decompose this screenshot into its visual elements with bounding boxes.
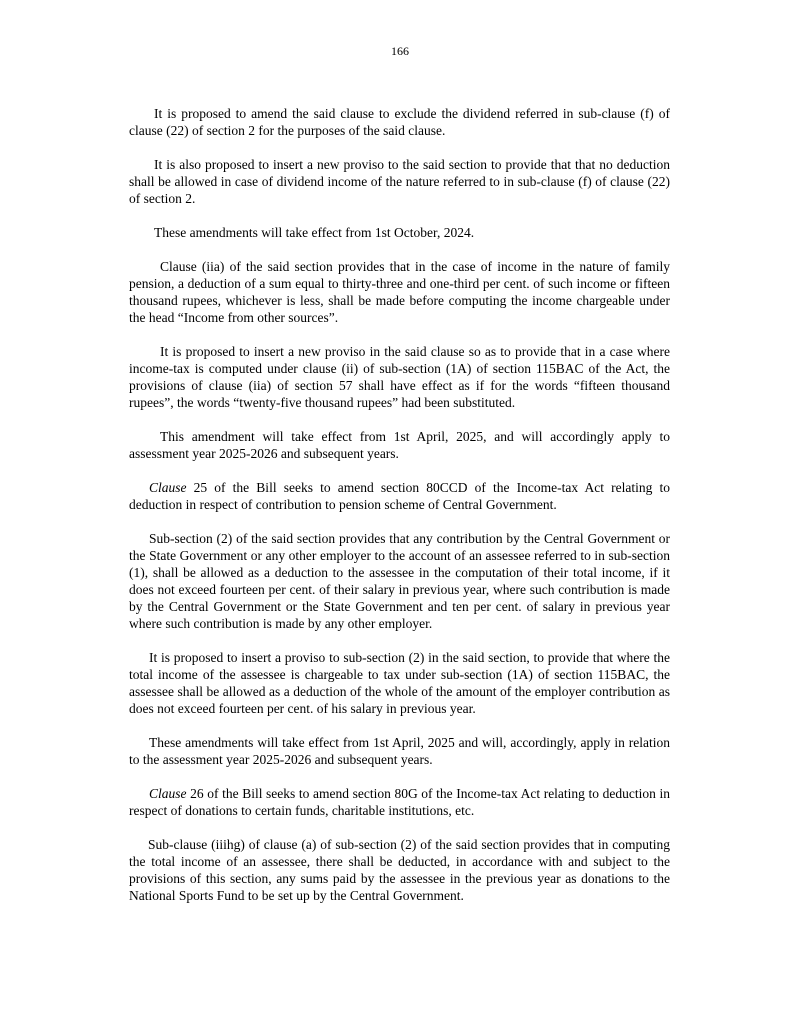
paragraph-dividend-exclusion: It is proposed to amend the said clause to exclude the dividend referred in sub-clause (f) of clause (22) of section 2 for the purposes of the said clause. bbox=[129, 106, 670, 138]
clause-26-text: 26 of the Bill seeks to amend section 80G of the Income-tax Act relating to deduction in respect of donations to certain funds, charitable institutions, etc. bbox=[129, 786, 670, 818]
clause-25-lead: Clause bbox=[149, 480, 187, 495]
paragraph-effective-assessment-year: These amendments will take effect from 1st April, 2025 and will, accordingly, apply in relation to the assessment year 2025-2026 and subsequent years. bbox=[129, 735, 670, 767]
paragraph-national-sports-fund: Sub-clause (iiihg) of clause (a) of sub-section (2) of the said section provides that in computing the total income of an assessee, there shall be deducted, in accordance with and subject to the provisions of this section, any sums paid by the assessee in the previous year as donations to the National Sports Fund to be set up by the Central Government. bbox=[129, 837, 670, 903]
paragraph-family-pension-clause: Clause (iia) of the said section provides that in the case of income in the nature of family pension, a deduction of a sum equal to thirty-three and one-third per cent. of such income or fifteen thousand rupees, whichever is less, shall be made before computing the income chargeable under the head “Income from other sources”. bbox=[129, 259, 670, 325]
paragraph-pension-contribution: Sub-section (2) of the said section provides that any contribution by the Central Government or the State Government or any other employer to the account of an assessee referred to in sub-section (1), shall be allowed as a deduction to the assessee in the computation of their total income, if it does not exceed fourteen per cent. of their salary in previous year, where such contribution is made by the Central Government or the State Government and ten per cent. of salary in previous year where such contribution is made by any other employer. bbox=[129, 531, 670, 631]
paragraph-effective-april-2025: This amendment will take effect from 1st April, 2025, and will accordingly apply to assessment year 2025-2026 and subsequent years. bbox=[129, 429, 670, 461]
paragraph-effective-october-2024: These amendments will take effect from 1st October, 2024. bbox=[154, 225, 475, 240]
clause-25-text: 25 of the Bill seeks to amend section 80CCD of the Income-tax Act relating to deduction in respect of contribution to pension scheme of Central Government. bbox=[129, 480, 670, 512]
paragraph-dividend-proviso: It is also proposed to insert a new proviso to the said section to provide that that no deduction shall be allowed in case of dividend income of the nature referred to in sub-clause (f) of clause (22) of section 2. bbox=[129, 157, 670, 206]
clause-26-lead: Clause bbox=[149, 786, 187, 801]
body-text bbox=[129, 105, 670, 921]
paragraph-clause-26 bbox=[129, 785, 670, 819]
page-number: 166 bbox=[391, 44, 409, 58]
paragraph-pension-proviso: It is proposed to insert a proviso to sub-section (2) in the said section, to provide that where the total income of the assessee is chargeable to tax under sub-section (1A) of section 115BAC, the assessee shall be allowed as a deduction of the whole of the amount of the employer contribution as does not exceed fourteen per cent. of his salary in previous year. bbox=[129, 650, 670, 716]
paragraph-family-pension-proviso: It is proposed to insert a new proviso in the said clause so as to provide that in a case where income-tax is computed under clause (ii) of sub-section (1A) of section 115BAC of the Act, the provisions of clause (iia) of section 57 shall have effect as if for the words “fifteen thousand rupees”, the words “twenty-five thousand rupees” had been substituted. bbox=[129, 344, 670, 410]
paragraph-clause-25 bbox=[129, 479, 670, 513]
